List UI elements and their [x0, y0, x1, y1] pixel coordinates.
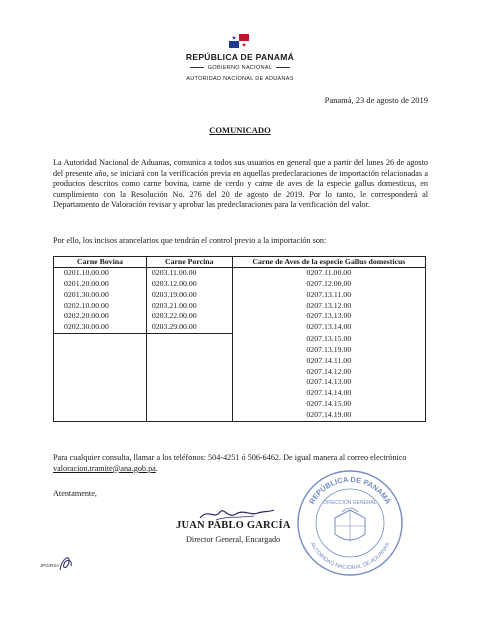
- porcina-cell: 0203.12.00.00: [146, 279, 232, 290]
- document-date: Panamá, 23 de agosto de 2019: [324, 95, 428, 105]
- initials-scribble-icon: [56, 552, 76, 574]
- table-row: [54, 311, 426, 322]
- document-heading: COMUNICADO: [209, 125, 271, 135]
- table-row: [54, 301, 426, 312]
- signatory-name: JUAN PABLO GARCÍA: [176, 520, 291, 531]
- aves-cell: 0207.14.12.00: [232, 367, 425, 378]
- table-header-row: [54, 257, 426, 268]
- aves-cell: 0207.14.14.00: [232, 388, 425, 399]
- intro-sentence: Por ello, los incisos arancelarios que tendrán el control previo a la importación son:: [53, 236, 327, 245]
- table-row: [54, 345, 426, 356]
- table-row: [54, 377, 426, 388]
- table-row: [54, 410, 426, 421]
- seal-top-text: REPÚBLICA DE PANAMÁ: [307, 474, 393, 506]
- table-row: [54, 367, 426, 378]
- porcina-cell: 0203.21.00.00: [146, 301, 232, 312]
- seal-bottom-text: AUTORIDAD NACIONAL DE ADUANAS: [308, 541, 392, 571]
- panama-flag-icon: [229, 34, 249, 48]
- email-link[interactable]: valoracion.tramite@ana.gob.pa: [53, 463, 156, 473]
- table-row: [54, 268, 426, 279]
- aves-cell: 0207.13.15.00: [232, 334, 425, 345]
- header-bovina: Carne Bovina: [54, 257, 147, 268]
- aves-cell: 0207.13.13.00: [232, 311, 425, 322]
- bovina-cell: 0202.20.00.00: [54, 311, 147, 322]
- aves-cell: 0207.13.19.00: [232, 345, 425, 356]
- aves-cell: 0207.14.19.00: [232, 410, 425, 421]
- header-aves: Carne de Aves de la especie Gallus domesticus: [232, 257, 425, 268]
- porcina-cell: 0203.11.00.00: [146, 268, 232, 279]
- porcina-cell: 0203.22.00.00: [146, 311, 232, 322]
- document-initials: JPG/RSA: [40, 563, 60, 568]
- letterhead-agency: AUTORIDAD NACIONAL DE ADUANAS: [186, 76, 294, 82]
- aves-cell: 0207.12.00.00: [232, 279, 425, 290]
- bovina-cell: 0202.10.00.00: [54, 301, 147, 312]
- aves-cell: 0207.13.11.00: [232, 290, 425, 301]
- contact-text: Para cualquier consulta, llamar a los teléfonos: 504-4251 ó 506-6462. De igual manera al correo electrónico: [53, 453, 407, 462]
- aves-cell: 0207.14.15.00: [232, 399, 425, 410]
- porcina-cell: 0203.19.00.00: [146, 290, 232, 301]
- body-paragraph: La Autoridad Nacional de Aduanas, comunica a todos sus usuarios en general que a partir del lunes 26 de agosto del presente año, se iniciará con la verificación previa en aquellas predeclaraciones de importación relacionadas a productos descritos como carne bovina, carne de cerdo y carne de aves de la especie gallus domesticus, en cumplimiento con la Resolución No. 276 del 20 de agosto de 2019. Por lo tanto, le corresponderá al Departamento de Valoración revisar y aprobar las predeclaraciones para la verificación del valor.: [53, 158, 428, 210]
- letterhead-country: REPÚBLICA DE PANAMÁ: [185, 52, 295, 62]
- table-row: [54, 388, 426, 399]
- table-row: [54, 356, 426, 367]
- table-row: [54, 279, 426, 290]
- table-row: [54, 290, 426, 301]
- signatory-title: Director General, Encargado: [186, 535, 281, 544]
- table-row: [54, 322, 426, 333]
- bovina-cell: 0201.10.00.00: [54, 268, 147, 279]
- tariff-table: [53, 256, 426, 422]
- aves-cell: 0207.11.00.00: [232, 268, 425, 279]
- seal-mid-text: DIRECCIÓN GENERAL: [323, 500, 377, 506]
- table-row: [54, 334, 426, 345]
- bovina-cell: 0202.30.00.00: [54, 322, 147, 333]
- table-row: [54, 399, 426, 410]
- header-porcina: Carne Porcina: [146, 257, 232, 268]
- contact-paragraph: Para cualquier consulta, llamar a los teléfonos: 504-4251 ó 506-6462. De igual manera al correo electrónico valoracion.tramite@ana.gob.pa.: [53, 453, 407, 473]
- aves-cell: 0207.13.12.00: [232, 301, 425, 312]
- official-seal-icon: [295, 468, 405, 578]
- letterhead-government: GOBIERNO NACIONAL: [150, 65, 330, 71]
- closing-salutation: Atentamente,: [53, 489, 97, 498]
- porcina-cell: 0203.29.00.00: [146, 322, 232, 333]
- aves-cell: 0207.14.11.00: [232, 356, 425, 367]
- aves-cell: 0207.13.14.00: [232, 322, 425, 333]
- aves-cell: 0207.14.13.00: [232, 377, 425, 388]
- bovina-cell: 0201.20.00.00: [54, 279, 147, 290]
- bovina-cell: 0201.30.00.00: [54, 290, 147, 301]
